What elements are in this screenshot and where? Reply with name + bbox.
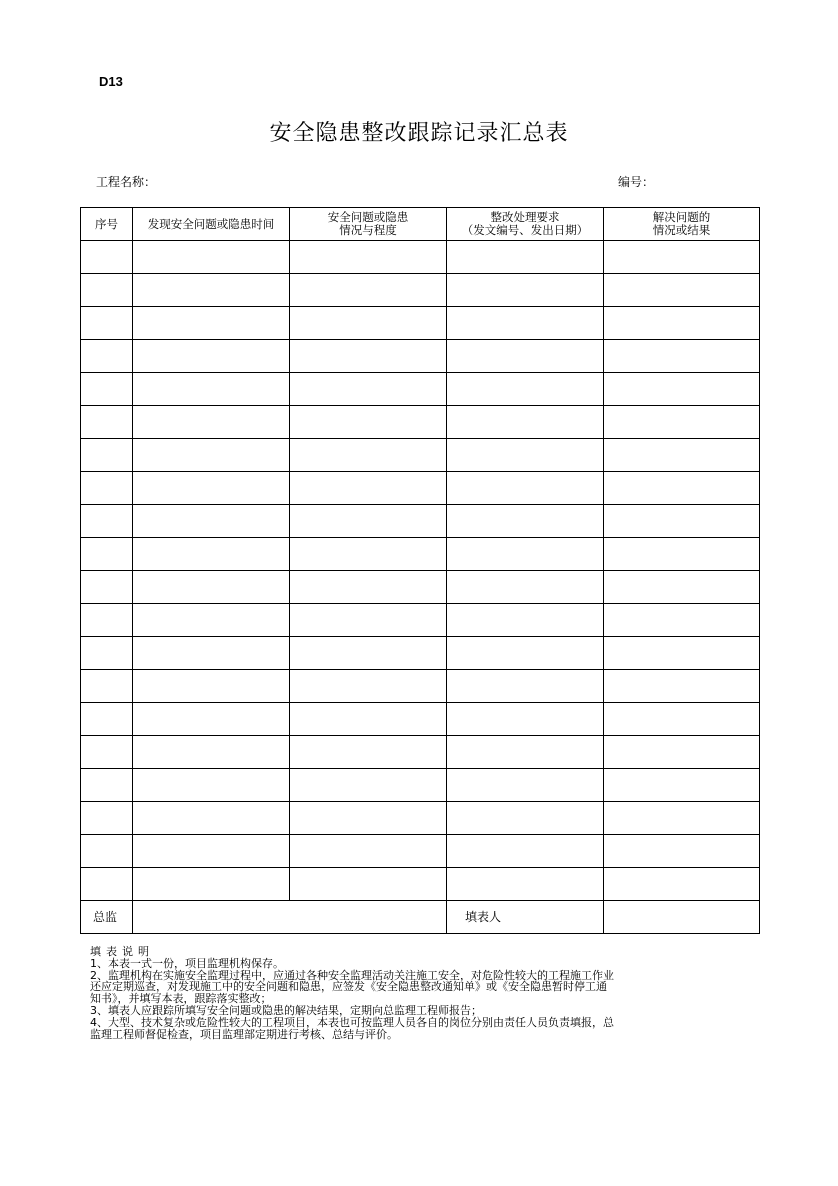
cell-issue-condition[interactable] xyxy=(290,703,447,736)
note-line: 监理工程师督促检查，项目监理部定期进行考核、总结与评价。 xyxy=(90,1027,398,1041)
note-line: 4、大型、技术复杂或危险性较大的工程项目，本表也可按监理人员各自的岗位分别由责任人员负责填报，总 xyxy=(90,1015,614,1029)
cell-resolution[interactable] xyxy=(604,835,760,868)
notes-heading: 填表说明 xyxy=(90,945,154,958)
header-rectification-req: 整改处理要求 （发文编号、发出日期） xyxy=(447,208,604,241)
cell-seq[interactable] xyxy=(81,340,133,373)
cell-resolution[interactable] xyxy=(604,505,760,538)
cell-seq[interactable] xyxy=(81,604,133,637)
table-footer-row xyxy=(81,901,760,934)
cell-issue-condition[interactable] xyxy=(290,571,447,604)
cell-rectification-req[interactable] xyxy=(447,637,604,670)
cell-found-time[interactable] xyxy=(133,868,290,901)
cell-seq[interactable] xyxy=(81,406,133,439)
cell-seq[interactable] xyxy=(81,868,133,901)
cell-resolution[interactable] xyxy=(604,736,760,769)
cell-seq[interactable] xyxy=(81,703,133,736)
table-row xyxy=(81,835,760,868)
note-line: 3、填表人应跟踪所填写安全问题或隐患的解决结果，定期向总监理工程师报告； xyxy=(90,1003,482,1017)
cell-seq[interactable] xyxy=(81,274,133,307)
cell-seq[interactable] xyxy=(81,835,133,868)
header-resolution: 解决问题的 情况或结果 xyxy=(604,208,760,241)
cell-rectification-req[interactable] xyxy=(447,571,604,604)
cell-found-time[interactable] xyxy=(133,472,290,505)
table-row xyxy=(81,274,760,307)
cell-rectification-req[interactable] xyxy=(447,505,604,538)
cell-found-time[interactable] xyxy=(133,670,290,703)
cell-resolution[interactable] xyxy=(604,802,760,835)
cell-resolution[interactable] xyxy=(604,472,760,505)
cell-found-time[interactable] xyxy=(133,604,290,637)
cell-rectification-req[interactable] xyxy=(447,604,604,637)
cell-rectification-req[interactable] xyxy=(447,868,604,901)
cell-issue-condition[interactable] xyxy=(290,307,447,340)
cell-seq[interactable] xyxy=(81,769,133,802)
table-row xyxy=(81,241,760,274)
cell-issue-condition[interactable] xyxy=(290,670,447,703)
cell-resolution[interactable] xyxy=(604,538,760,571)
cell-found-time[interactable] xyxy=(133,736,290,769)
cell-issue-condition[interactable] xyxy=(290,241,447,274)
cell-resolution[interactable] xyxy=(604,637,760,670)
table-row xyxy=(81,604,760,637)
cell-rectification-req[interactable] xyxy=(447,340,604,373)
cell-found-time[interactable] xyxy=(133,835,290,868)
cell-resolution[interactable] xyxy=(604,241,760,274)
cell-rectification-req[interactable] xyxy=(447,472,604,505)
cell-seq[interactable] xyxy=(81,637,133,670)
cell-found-time[interactable] xyxy=(133,769,290,802)
cell-issue-condition[interactable] xyxy=(290,802,447,835)
table-row xyxy=(81,637,760,670)
cell-found-time[interactable] xyxy=(133,802,290,835)
table-row xyxy=(81,703,760,736)
cell-rectification-req[interactable] xyxy=(447,373,604,406)
header-found-time: 发现安全问题或隐患时间 xyxy=(133,208,290,241)
table-row xyxy=(81,373,760,406)
cell-seq[interactable] xyxy=(81,373,133,406)
cell-seq[interactable] xyxy=(81,571,133,604)
cell-found-time[interactable] xyxy=(133,241,290,274)
cell-rectification-req[interactable] xyxy=(447,835,604,868)
cell-found-time[interactable] xyxy=(133,439,290,472)
header-seq: 序号 xyxy=(81,208,133,241)
cell-issue-condition[interactable] xyxy=(290,472,447,505)
cell-seq[interactable] xyxy=(81,439,133,472)
cell-resolution[interactable] xyxy=(604,571,760,604)
table-header-row xyxy=(81,208,760,241)
cell-rectification-req[interactable] xyxy=(447,274,604,307)
header-issue-condition: 安全问题或隐患 情况与程度 xyxy=(290,208,447,241)
cell-issue-condition[interactable] xyxy=(290,373,447,406)
filler-field[interactable] xyxy=(604,901,760,934)
cell-found-time[interactable] xyxy=(133,274,290,307)
table-row xyxy=(81,505,760,538)
table-row xyxy=(81,736,760,769)
cell-seq[interactable] xyxy=(81,505,133,538)
cell-resolution[interactable] xyxy=(604,439,760,472)
cell-seq[interactable] xyxy=(81,538,133,571)
cell-rectification-req[interactable] xyxy=(447,538,604,571)
cell-issue-condition[interactable] xyxy=(290,505,447,538)
supervisor-label: 总监 xyxy=(81,901,133,934)
cell-found-time[interactable] xyxy=(133,505,290,538)
cell-seq[interactable] xyxy=(81,472,133,505)
cell-seq[interactable] xyxy=(81,802,133,835)
cell-found-time[interactable] xyxy=(133,307,290,340)
supervisor-field[interactable] xyxy=(133,901,447,934)
page-title: 安全隐患整改跟踪记录汇总表 xyxy=(269,121,569,146)
cell-rectification-req[interactable] xyxy=(447,736,604,769)
table-row xyxy=(81,670,760,703)
cell-found-time[interactable] xyxy=(133,340,290,373)
cell-found-time[interactable] xyxy=(133,703,290,736)
cell-seq[interactable] xyxy=(81,307,133,340)
cell-rectification-req[interactable] xyxy=(447,406,604,439)
cell-resolution[interactable] xyxy=(604,769,760,802)
number-label: 编号： xyxy=(618,175,655,189)
cell-resolution[interactable] xyxy=(604,274,760,307)
cell-resolution[interactable] xyxy=(604,307,760,340)
table-row xyxy=(81,769,760,802)
cell-rectification-req[interactable] xyxy=(447,670,604,703)
cell-resolution[interactable] xyxy=(604,373,760,406)
note-line: 1、本表一式一份，项目监理机构保存。 xyxy=(90,956,284,970)
cell-issue-condition[interactable] xyxy=(290,637,447,670)
cell-resolution[interactable] xyxy=(604,340,760,373)
tracking-table xyxy=(80,207,760,934)
table-row xyxy=(81,538,760,571)
cell-rectification-req[interactable] xyxy=(447,241,604,274)
table-row xyxy=(81,472,760,505)
cell-issue-condition[interactable] xyxy=(290,736,447,769)
cell-rectification-req[interactable] xyxy=(447,769,604,802)
table-row xyxy=(81,406,760,439)
cell-issue-condition[interactable] xyxy=(290,340,447,373)
table-row xyxy=(81,439,760,472)
cell-issue-condition[interactable] xyxy=(290,769,447,802)
cell-found-time[interactable] xyxy=(133,406,290,439)
cell-rectification-req[interactable] xyxy=(447,439,604,472)
form-notes xyxy=(90,946,730,1040)
cell-found-time[interactable] xyxy=(133,571,290,604)
table-row xyxy=(81,571,760,604)
cell-rectification-req[interactable] xyxy=(447,802,604,835)
cell-seq[interactable] xyxy=(81,241,133,274)
cell-issue-condition[interactable] xyxy=(290,406,447,439)
cell-issue-condition[interactable] xyxy=(290,868,447,901)
cell-issue-condition[interactable] xyxy=(290,538,447,571)
note-line: 知书》，并填写本表，跟踪落实整改； xyxy=(90,992,272,1006)
table-row xyxy=(81,307,760,340)
cell-found-time[interactable] xyxy=(133,373,290,406)
cell-found-time[interactable] xyxy=(133,637,290,670)
cell-seq[interactable] xyxy=(81,736,133,769)
note-line: 还应定期巡查，对发现施工中的安全问题和隐患，应签发《安全隐患整改通知单》或《安全隐患暂时停工通 xyxy=(90,980,607,994)
cell-resolution[interactable] xyxy=(604,670,760,703)
cell-resolution[interactable] xyxy=(604,604,760,637)
cell-seq[interactable] xyxy=(81,670,133,703)
filler-label: 填表人 xyxy=(447,901,604,934)
cell-issue-condition[interactable] xyxy=(290,274,447,307)
cell-resolution[interactable] xyxy=(604,406,760,439)
table-row xyxy=(81,802,760,835)
cell-issue-condition[interactable] xyxy=(290,604,447,637)
cell-resolution[interactable] xyxy=(604,868,760,901)
table-row xyxy=(81,868,760,901)
cell-rectification-req[interactable] xyxy=(447,307,604,340)
form-code: D13 xyxy=(99,74,123,89)
note-line: 2、监理机构在实施安全监理过程中，应通过各种安全监理活动关注施工安全，对危险性较大的工程施工作业 xyxy=(90,968,614,982)
project-name-label: 工程名称： xyxy=(96,175,157,189)
cell-issue-condition[interactable] xyxy=(290,439,447,472)
cell-rectification-req[interactable] xyxy=(447,703,604,736)
cell-found-time[interactable] xyxy=(133,538,290,571)
cell-issue-condition[interactable] xyxy=(290,835,447,868)
table-row xyxy=(81,340,760,373)
cell-resolution[interactable] xyxy=(604,703,760,736)
